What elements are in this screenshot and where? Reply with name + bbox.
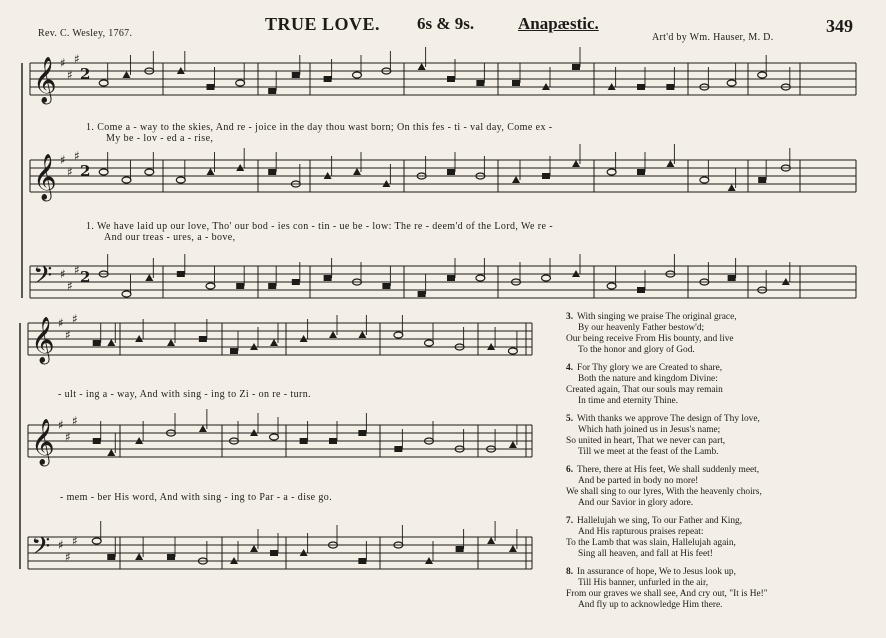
shape-note <box>270 550 278 556</box>
verse-text: Hallelujah we sing, To our Father and King, <box>577 516 743 526</box>
verse-text: To the honor and glory of God. <box>578 345 695 355</box>
shape-note <box>207 84 215 90</box>
hymn-mode: Anapæstic. <box>518 14 599 33</box>
shape-note <box>476 275 485 281</box>
verse-text: Our being receive From His bounty, and live <box>566 334 734 344</box>
bass-clef-icon: 𝄢 <box>31 532 51 567</box>
arranger-credit: Art'd by Wm. Hauser, M. D. <box>652 32 774 43</box>
sharp-icon: ♯ <box>72 312 78 326</box>
sharp-icon: ♯ <box>60 56 66 70</box>
shape-note <box>418 63 426 70</box>
shape-note <box>177 271 185 277</box>
lyric-s2-line1: 1. We have laid up our love, Tho' our bod - ies con - tin - ue be - low: The re - deem'd of the Lord, We re - <box>86 221 553 232</box>
shape-note <box>509 545 517 552</box>
additional-verses <box>566 312 866 618</box>
verse-line <box>566 465 866 476</box>
verse-text: For Thy glory we are Created to share, <box>577 363 723 373</box>
verse-text: With singing we praise The original grace, <box>577 312 737 322</box>
sharp-icon: ♯ <box>72 414 78 428</box>
shape-note <box>418 291 426 297</box>
verse-line <box>566 498 866 509</box>
shape-note <box>447 275 455 281</box>
verse-2 <box>566 414 866 458</box>
time-signature: 2 <box>80 162 91 180</box>
shape-note <box>758 72 767 78</box>
shape-note <box>447 169 455 175</box>
author-credit: Rev. C. Wesley, 1767. <box>38 28 133 39</box>
verse-line <box>566 425 866 436</box>
shape-note <box>250 429 258 436</box>
verse-number: 4. <box>566 363 574 373</box>
shape-note <box>456 546 464 552</box>
shape-note <box>447 76 455 82</box>
shape-note <box>508 348 517 354</box>
verse-text: To the Lamb that was slain, Hallelujah again, <box>566 538 736 548</box>
shape-note <box>758 177 766 183</box>
verse-line <box>566 374 866 385</box>
verse-text: Till we meet at the feast of the Lamb. <box>578 447 719 457</box>
shape-note <box>782 278 790 285</box>
shape-note <box>207 168 215 175</box>
shape-note <box>607 169 616 175</box>
shape-note <box>324 76 332 82</box>
verse-line <box>566 589 866 600</box>
shape-note <box>358 430 366 436</box>
lyric-s2-line2: And our treas - ures, a - bove, <box>104 232 236 243</box>
shape-note <box>700 177 709 183</box>
verse-line <box>566 549 866 560</box>
verse-1 <box>566 363 866 407</box>
shape-note <box>358 331 366 338</box>
shape-note <box>167 339 175 346</box>
shape-note <box>728 184 736 191</box>
shape-note <box>637 84 645 90</box>
shape-note <box>487 537 495 544</box>
shape-note <box>99 169 108 175</box>
verse-text: Sing all heaven, and fall at His feet! <box>578 549 713 559</box>
shape-note <box>135 553 143 560</box>
shape-note <box>358 558 366 564</box>
sharp-icon: ♯ <box>74 52 80 66</box>
verse-number: 6. <box>566 465 574 475</box>
shape-note <box>199 425 207 432</box>
verse-text: Created again, That our souls may remain <box>566 385 723 395</box>
sharp-icon: ♯ <box>65 430 71 444</box>
shape-note <box>329 438 337 444</box>
shape-note <box>572 64 580 70</box>
sharp-icon: ♯ <box>74 263 80 277</box>
verse-line <box>566 600 866 611</box>
verse-text: There, there at His feet, We shall suddenly meet, <box>577 465 760 475</box>
shape-note <box>268 283 276 289</box>
shape-note <box>324 275 332 281</box>
verse-3 <box>566 465 866 509</box>
shape-note <box>270 339 278 346</box>
shape-note <box>300 549 308 556</box>
shape-note <box>167 554 175 560</box>
treble-clef-icon: 𝄞 <box>31 419 55 465</box>
sharp-icon: ♯ <box>67 165 73 179</box>
shape-note <box>382 283 390 289</box>
shape-note <box>123 71 131 78</box>
sharp-icon: ♯ <box>60 153 66 167</box>
lyric-s4-line1: - mem - ber His word, And with sing - ing to Par - a - dise go. <box>60 492 333 503</box>
verse-line <box>566 385 866 396</box>
page-number: 349 <box>826 16 853 36</box>
shape-note <box>230 557 238 564</box>
shape-note <box>425 340 434 346</box>
verse-line <box>566 436 866 447</box>
verse-number: 8. <box>566 567 574 577</box>
verse-line <box>566 323 866 334</box>
shape-note <box>176 177 185 183</box>
time-signature: 2 <box>80 268 91 286</box>
verse-text: And His rapturous praises repeat: <box>578 527 704 537</box>
verse-4 <box>566 516 866 560</box>
shape-note <box>122 177 131 183</box>
shape-note <box>268 88 276 94</box>
sharp-icon: ♯ <box>74 149 80 163</box>
shape-note <box>324 172 332 179</box>
verse-text: In time and eternity Thine. <box>578 396 679 406</box>
shape-note <box>145 274 153 281</box>
shape-note <box>353 168 361 175</box>
shape-note <box>250 545 258 552</box>
shape-note <box>93 340 101 346</box>
treble-clef-icon: 𝄞 <box>33 154 57 200</box>
time-signature: 2 <box>80 65 91 83</box>
verse-line <box>566 578 866 589</box>
verse-5 <box>566 567 866 611</box>
verse-line <box>566 334 866 345</box>
verse-0 <box>566 312 866 356</box>
verse-text: In assurance of hope, We to Jesus look up, <box>577 567 736 577</box>
treble-clef-icon: 𝄞 <box>31 317 55 363</box>
shape-note <box>93 438 101 444</box>
shape-note <box>542 83 550 90</box>
bass-clef-icon: 𝄢 <box>33 261 53 296</box>
sharp-icon: ♯ <box>65 328 71 342</box>
verse-text: Which hath joined us in Jesus's name; <box>578 425 721 435</box>
shape-note <box>637 287 645 293</box>
verse-text: We shall sing to our lyres, With the heavenly choirs, <box>566 487 762 497</box>
sharp-icon: ♯ <box>58 538 64 552</box>
verse-line <box>566 396 866 407</box>
shape-note <box>329 331 337 338</box>
shape-note <box>292 279 300 285</box>
shape-note <box>250 343 258 350</box>
treble-clef-icon: 𝄞 <box>33 57 57 103</box>
shape-note <box>353 72 362 78</box>
shape-note <box>727 80 736 86</box>
verse-line <box>566 476 866 487</box>
sharp-icon: ♯ <box>67 68 73 82</box>
shape-note <box>135 437 143 444</box>
shape-note <box>300 438 308 444</box>
verse-text: And be parted in body no more! <box>578 476 699 486</box>
sharp-icon: ♯ <box>58 316 64 330</box>
sharp-icon: ♯ <box>67 279 73 293</box>
sharp-icon: ♯ <box>58 418 64 432</box>
verse-text: So united in heart, That we never can part, <box>566 436 726 446</box>
shape-note <box>512 176 520 183</box>
verse-line <box>566 363 866 374</box>
shape-note <box>177 67 185 74</box>
sharp-icon: ♯ <box>60 267 66 281</box>
shape-note <box>145 169 154 175</box>
verse-text: From our graves we shall see, And cry out, "It is He!" <box>566 589 768 599</box>
shape-note <box>270 434 279 440</box>
shape-note <box>487 343 495 350</box>
shape-note <box>542 173 550 179</box>
lyric-s3-line1: - ult - ing a - way, And with sing - ing to Zi - on re - turn. <box>58 389 312 400</box>
shape-note <box>394 332 403 338</box>
shape-note <box>92 538 101 544</box>
lyric-s1-line2: My be - lov - ed a - rise, <box>106 133 214 144</box>
shape-note <box>236 80 245 86</box>
shape-note <box>135 335 143 342</box>
shape-note <box>425 557 433 564</box>
shape-note <box>99 80 108 86</box>
shape-note <box>607 283 616 289</box>
shape-note <box>509 441 517 448</box>
hymn-meter: 6s & 9s. <box>417 14 475 33</box>
shape-note <box>292 72 300 78</box>
shape-note <box>236 283 244 289</box>
verse-number: 3. <box>566 312 574 322</box>
verse-line <box>566 487 866 498</box>
shape-note <box>107 554 115 560</box>
shape-note <box>394 446 402 452</box>
shape-note <box>476 80 484 86</box>
verse-line <box>566 312 866 323</box>
shape-note <box>122 291 131 297</box>
shape-note <box>236 164 244 171</box>
shape-note <box>666 160 674 167</box>
shape-note <box>199 336 207 342</box>
verse-line <box>566 527 866 538</box>
verse-text: Till His banner, unfurled in the air, <box>578 578 709 588</box>
shape-note <box>300 335 308 342</box>
verse-line <box>566 345 866 356</box>
shape-note <box>666 84 674 90</box>
verse-line <box>566 516 866 527</box>
verse-line <box>566 567 866 578</box>
shape-note <box>572 160 580 167</box>
verse-text: With thanks we approve The design of Thy love, <box>577 414 760 424</box>
verse-text: And fly up to acknowledge Him there. <box>578 600 723 610</box>
shape-note <box>382 180 390 187</box>
sharp-icon: ♯ <box>65 550 71 564</box>
verse-line <box>566 414 866 425</box>
shape-note <box>512 80 520 86</box>
shape-note <box>230 348 238 354</box>
verse-number: 7. <box>566 516 574 526</box>
shape-note <box>637 169 645 175</box>
verse-number: 5. <box>566 414 574 424</box>
shape-note <box>107 449 115 456</box>
verse-text: And our Savior in glory adore. <box>578 498 694 508</box>
shape-note <box>728 275 736 281</box>
shape-note <box>542 275 551 281</box>
verse-text: Both the nature and kingdom Divine: <box>578 374 718 384</box>
hymn-title: TRUE LOVE. <box>265 14 381 34</box>
verse-line <box>566 538 866 549</box>
shape-note <box>268 169 276 175</box>
verse-text: By our heavenly Father bestow'd; <box>578 323 705 333</box>
shape-note <box>206 283 215 289</box>
sharp-icon: ♯ <box>72 534 78 548</box>
lyric-s1-line1: 1. Come a - way to the skies, And re - joice in the day thou wast born; On this fes - ti - val day, Come ex - <box>86 122 553 133</box>
verse-line <box>566 447 866 458</box>
shape-note <box>572 270 580 277</box>
shape-note <box>107 339 115 346</box>
shape-note <box>608 83 616 90</box>
